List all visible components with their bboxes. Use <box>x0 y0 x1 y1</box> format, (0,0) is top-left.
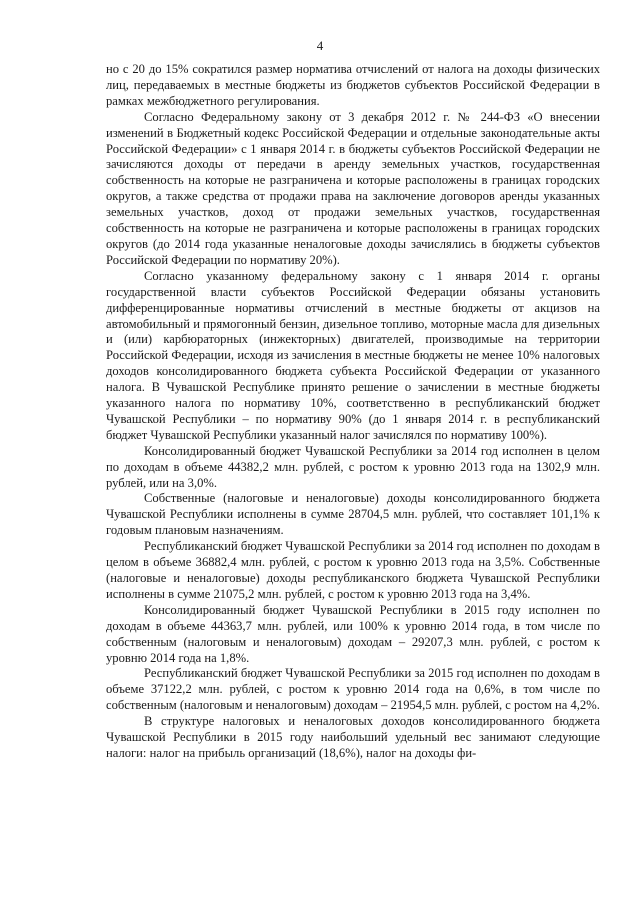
paragraph-republican-2014: Республиканский бюджет Чувашской Республики за 2014 год исполнен по доходам в целом в объеме 36882,4 млн. рублей, с ростом к уровню 2013 года на 3,5%. Собственные (налоговые и неналоговые) доходы республиканского бюджета Чувашской Республики исполнены в сумме 21075,2 млн. рублей, с ростом к уровню 2013 года на 3,4%. <box>106 539 600 601</box>
document-body <box>106 62 600 762</box>
paragraph-revenue-structure: В структуре налоговых и неналоговых доходов консолидированного бюджета Чувашской Республики в 2015 году наибольший удельный вес занимают следующие налоги: налог на прибыль организаций (18,6%), налог на доходы фи- <box>106 714 600 760</box>
paragraph-continuation: но с 20 до 15% сократился размер норматива отчислений от налога на доходы физических лиц, передаваемых в местные бюджеты из бюджетов субъектов Российской Федерации в рамках межбюджетного регулирования. <box>106 62 600 108</box>
paragraph-excise-norms: Согласно указанному федеральному закону с 1 января 2014 г. органы государственной власти субъектов Российской Федерации обязаны установить дифференцированные нормативы отчислений в местные бюджеты от акцизов на автомобильный и прямогонный бензин, дизельное топливо, моторные масла для дизельных и (или) карбюраторных (инжекторных) двигателей, производимые на территории Российской Федерации, исходя из зачисления в местные бюджеты не менее 10% налоговых доходов консолидированного бюджета субъекта Российской Федерации от указанного налога. В Чувашской Республике принято решение о зачислении в местные бюджеты указанного налога по нормативу 10%, соответственно в республиканский бюджет Чувашской Республики – по нормативу 90% (до 1 января 2014 г. в республиканский бюджет Чувашской Республики указанный налог зачислялся по нормативу 100%). <box>106 268 600 442</box>
paragraph-own-revenues-2014: Собственные (налоговые и неналоговые) доходы консолидированного бюджета Чувашской Республики исполнены в сумме 28704,5 млн. рублей, что составляет 101,1% к годовым плановым назначениям. <box>106 491 600 538</box>
paragraph-consolidated-2014: Консолидированный бюджет Чувашской Республики за 2014 год исполнен в целом по доходам в объеме 44382,2 млн. рублей, с ростом к уровню 2013 года на 1302,9 млн. рублей, или на 3,0%. <box>106 443 600 490</box>
paragraph-republican-2015: Республиканский бюджет Чувашской Республики за 2015 год исполнен по доходам в объеме 37122,2 млн. рублей, с ростом к уровню 2014 года на 0,6%, в том числе по собственным (налоговым и неналоговым) доходам – 21954,5 млн. рублей, с ростом на 4,2%. <box>106 666 600 713</box>
paragraph-consolidated-2015: Консолидированный бюджет Чувашской Республики в 2015 году исполнен по доходам в объеме 44363,7 млн. рублей, или 100% к уровню 2014 года, в том числе по собственным (налоговым и неналоговым) доходам – 29207,3 млн. рублей, с ростом к уровню 2014 года на 1,8%. <box>106 602 600 665</box>
paragraph-law-244fz: Согласно Федеральному закону от 3 декабря 2012 г. № 244-ФЗ «О внесении изменений в Бюджетный кодекс Российской Федерации и отдельные законодательные акты Российской Федерации» с 1 января 2014 г. в бюджеты субъектов Российской Федерации не зачисляются доходы от передачи в аренду земельных участков, государственная собственность на которые не разграничена и которые расположены в границах городских округов, а также средства от продажи права на заключение договоров аренды указанных земельных участков, доход от продажи земельных участков, государственная собственность на которые не разграничена и которые расположены в границах городских округов (до 2014 года указанные неналоговые доходы зачислялись в бюджеты субъектов Российской Федерации по нормативу 20%). <box>106 109 600 267</box>
page-number: 4 <box>316 38 324 53</box>
